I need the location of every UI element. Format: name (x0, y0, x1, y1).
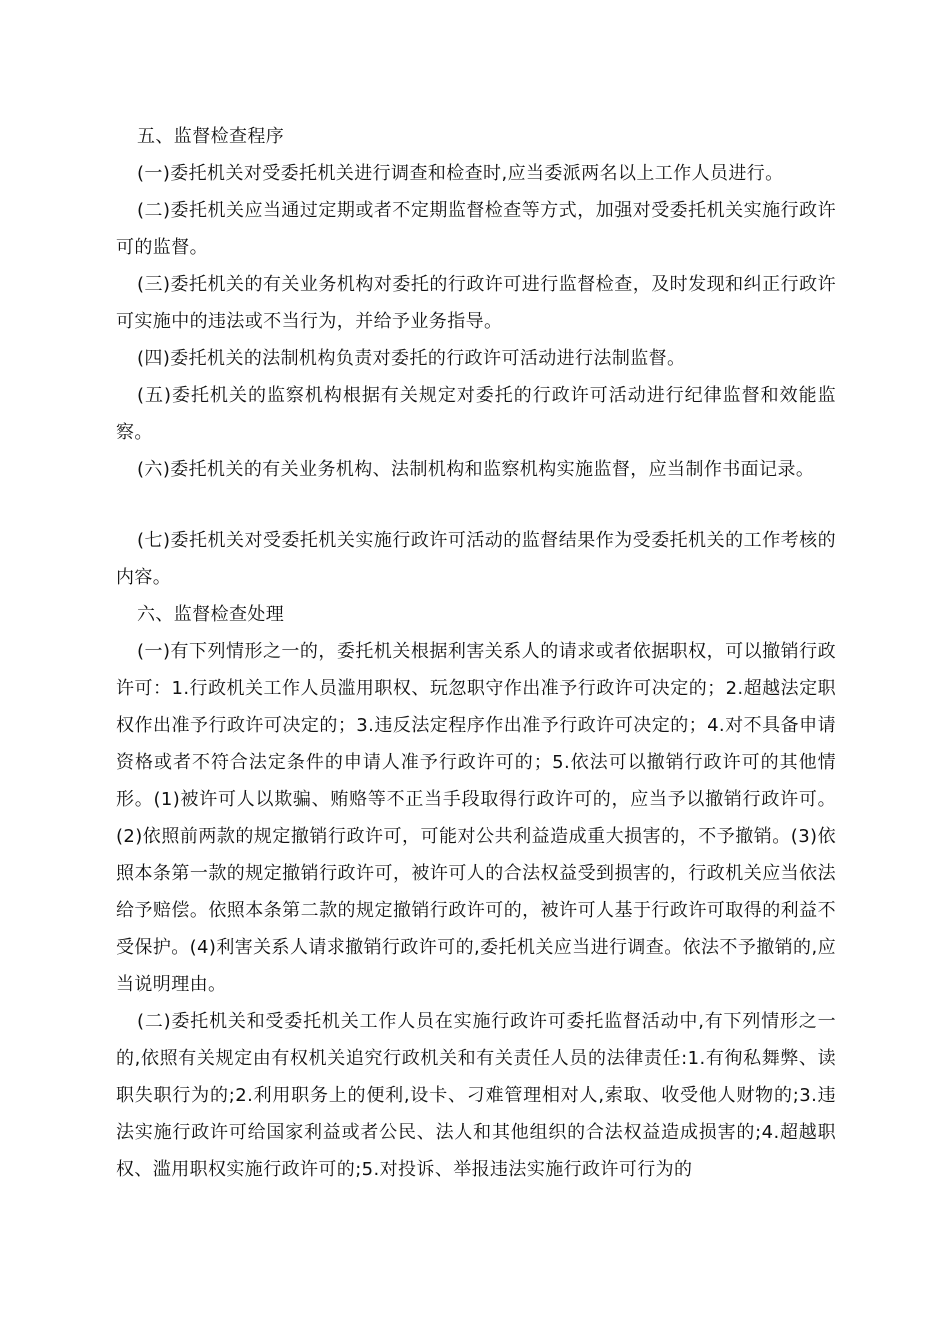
blank-line (116, 488, 836, 522)
paragraph-6-1: (一)有下列情形之一的，委托机关根据利害关系人的请求或者依据职权，可以撤销行政许可：1.行政机关工作人员滥用职权、玩忽职守作出准予行政许可决定的；2.超越法定职权作出准予行政许可决定的；3.违反法定程序作出准予行政许可决定的；4.对不具备申请资格或者不符合法定条件的申请人准予行政许可的；5.依法可以撤销行政许可的其他情形。(1)被许可人以欺骗、贿赂等不正当手段取得行政许可的，应当予以撤销行政许可。(2)依照前两款的规定撤销行政许可，可能对公共利益造成重大损害的，不予撤销。(3)依照本条第一款的规定撤销行政许可，被许可人的合法权益受到损害的，行政机关应当依法给予赔偿。依照本条第二款的规定撤销行政许可的，被许可人基于行政许可取得的利益不受保护。(4)利害关系人请求撤销行政许可的,委托机关应当进行调查。依法不予撤销的,应当说明理由。 (116, 641, 836, 995)
paragraph-5-1: (一)委托机关对受委托机关进行调查和检查时,应当委派两名以上工作人员进行。 (137, 163, 784, 184)
paragraph-5-2: (二)委托机关应当通过定期或者不定期监督检查等方式，加强对受委托机关实施行政许可的监督。 (116, 200, 836, 258)
paragraph-6-2: (二)委托机关和受委托机关工作人员在实施行政许可委托监督活动中,有下列情形之一的,依照有关规定由有权机关追究行政机关和有关责任人员的法律责任:1.有徇私舞弊、读职失职行为的;2.利用职务上的便利,设卡、刁难管理相对人,索取、收受他人财物的;3.违法实施行政许可给国家利益或者公民、法人和其他组织的合法权益造成损害的;4.超越职权、滥用职权实施行政许可的;5.对投诉、举报违法实施行政许可行为的 (116, 1011, 836, 1180)
paragraph-5-4: (四)委托机关的法制机构负责对委托的行政许可活动进行法制监督。 (137, 348, 686, 369)
document-body (116, 118, 836, 1188)
paragraph-5-7: (七)委托机关对受委托机关实施行政许可活动的监督结果作为受委托机关的工作考核的内容。 (116, 530, 836, 588)
paragraph-5-3: (三)委托机关的有关业务机构对委托的行政许可进行监督检查，及时发现和纠正行政许可实施中的违法或不当行为，并给予业务指导。 (116, 274, 836, 332)
section-heading-5: 五、监督检查程序 (137, 126, 285, 147)
section-heading-6: 六、监督检查处理 (137, 604, 285, 625)
paragraph-5-6: (六)委托机关的有关业务机构、法制机构和监察机构实施监督，应当制作书面记录。 (137, 459, 815, 480)
paragraph-5-5: (五)委托机关的监察机构根据有关规定对委托的行政许可活动进行纪律监督和效能监察。 (116, 385, 836, 443)
